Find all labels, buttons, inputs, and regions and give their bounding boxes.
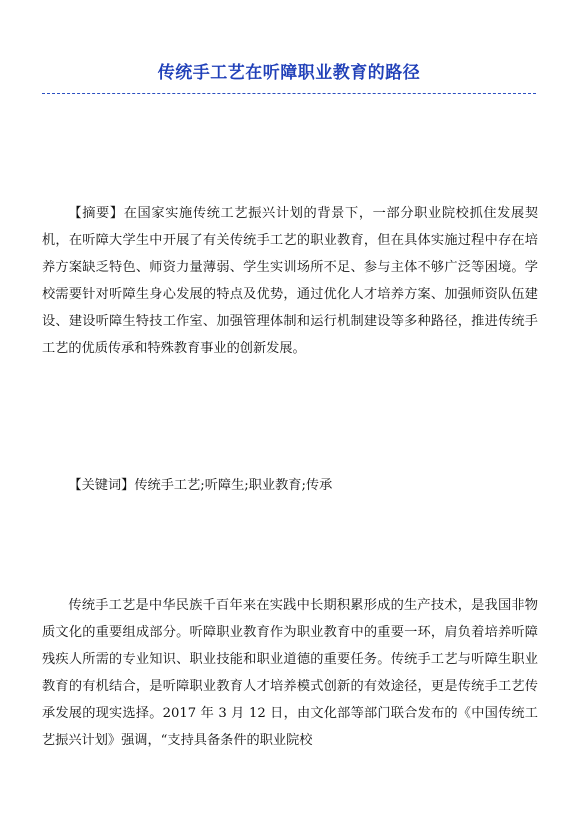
intro-paragraph: 传统手工艺是中华民族千百年来在实践中长期积累形成的生产技术，是我国非物质文化的重要组成部分。听障职业教育作为职业教育中的重要一环，肩负着培养听障残疾人所需的专业知识、职业技能和职业道德的重要任务。传统手工艺与听障生职业教育的有机结合，是听障职业教育人才培养模式创新的有效途径，更是传统手工艺传承发展的现实选择。2017 年 3 月 12 日，由文化部等部门联合发布的《中国传统工艺振兴计划》强调，“支持具备条件的职业院校 (42, 598, 538, 748)
abstract-label: 【摘要】 (68, 206, 124, 221)
keywords-paragraph (42, 472, 538, 499)
abstract-paragraph (42, 200, 538, 362)
page-title: 传统手工艺在听障职业教育的路径 (157, 63, 421, 83)
title-divider (42, 93, 536, 94)
abstract-text: 在国家实施传统工艺振兴计划的背景下，一部分职业院校抓住发展契机，在听障大学生中开展了有关传统手工艺的职业教育，但在具体实施过程中存在培养方案缺乏特色、师资力量薄弱、学生实训场所不足、参与主体不够广泛等困境。学校需要针对听障生身心发展的特点及优势，通过优化人才培养方案、加强师资队伍建设、建设听障生特技工作室、加强管理体制和运行机制建设等多种路径，推进传统手工艺的优质传承和特殊教育事业的创新发展。 (42, 206, 539, 356)
keywords-text: 传统手工艺;听障生;职业教育;传承 (134, 478, 333, 493)
keywords-label: 【关键词】 (68, 478, 135, 493)
